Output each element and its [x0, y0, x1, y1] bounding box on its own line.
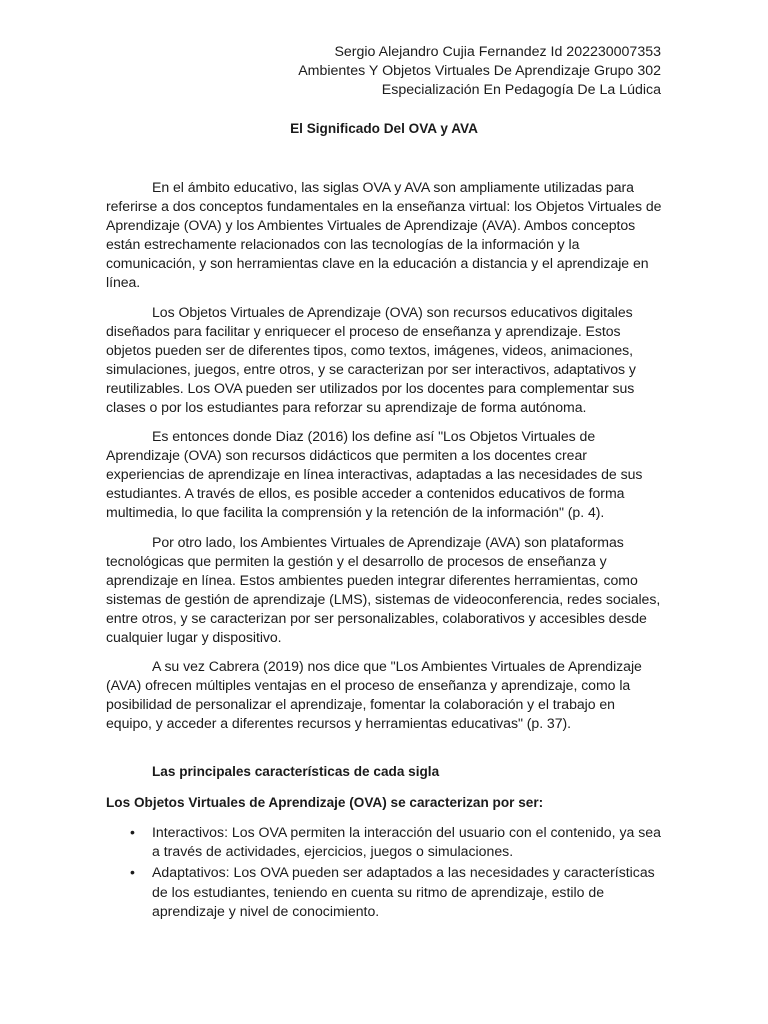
header-course-line: Ambientes Y Objetos Virtuales De Aprendizaje Grupo 302 [298, 63, 661, 79]
characteristics-list [106, 823, 662, 923]
paragraph: Los Objetos Virtuales de Aprendizaje (OVA) son recursos educativos digitales diseñados para facilitar y enriquecer el proceso de enseñanza y aprendizaje. Estos objetos pueden ser de diferentes tipos, como textos, imágenes, videos, animaciones, simulaciones, juegos, entre otros, y se caracterizan por ser interactivos, adaptativos y reutilizables. Los OVA pueden ser utilizados por los docentes para complementar sus clases o por los estudiantes para reforzar su aprendizaje de forma autónoma. [106, 303, 636, 415]
document-title: El Significado Del OVA y AVA [290, 121, 478, 136]
list-item [106, 823, 662, 861]
paragraph: Es entonces donde Diaz (2016) los define así "Los Objetos Virtuales de Aprendizaje (OVA) son recursos didácticos que permiten a los docentes crear experiencias de aprendizaje en línea interactivas, adaptadas a las necesidades de sus estudiantes. A través de ellos, es posible acceder a contenidos educativos de forma multimedia, lo que facilita la comprensión y la retención de la información" (p. 4). [106, 428, 643, 520]
bullet-icon: • [130, 864, 135, 881]
author-header [298, 43, 661, 100]
paragraph: A su vez Cabrera (2019) nos dice que "Los Ambientes Virtuales de Aprendizaje (AVA) ofrecen múltiples ventajas en el proceso de enseñanza y aprendizaje, como la posibilidad de personalizar el aprendizaje, fomentar la colaboración y el trabajo en equipo, y acceder a diferentes recursos y herramientas educativas" (p. 37). [106, 658, 642, 731]
list-item-text: Adaptativos: Los OVA pueden ser adaptados a las necesidades y características de los estudiantes, teniendo en cuenta su ritmo de aprendizaje, estilo de aprendizaje y nivel de conocimiento. [152, 864, 655, 919]
header-program-line: Especialización En Pedagogía De La Lúdica [381, 82, 661, 98]
paragraph: En el ámbito educativo, las siglas OVA y AVA son ampliamente utilizadas para referirse a dos conceptos fundamentales en la enseñanza virtual: los Objetos Virtuales de Aprendizaje (OVA) y los Ambientes Virtuales de Aprendizaje (AVA). Ambos conceptos están estrechamente relacionados con las tecnologías de la información y la comunicación, y son herramientas clave en la educación a distancia y el aprendizaje en línea. [106, 179, 662, 290]
document-body [106, 178, 662, 744]
list-item [106, 863, 662, 921]
paragraph: Por otro lado, los Ambientes Virtuales de Aprendizaje (AVA) son plataformas tecnológicas que permiten la gestión y el desarrollo de procesos de enseñanza y aprendizaje en línea. Estos ambientes pueden integrar diferentes herramientas, como sistemas de gestión de aprendizaje (LMS), sistemas de videoconferencia, redes sociales, entre otros, y se caracterizan por ser personalizables, colaborativos y accesibles desde cualquier lugar y dispositivo. [106, 533, 661, 645]
header-author-line: Sergio Alejandro Cujia Fernandez Id 202230007353 [334, 44, 661, 60]
list-item-text: Interactivos: Los OVA permiten la interacción del usuario con el contenido, ya sea a través de actividades, ejercicios, juegos o simulaciones. [152, 824, 661, 860]
bullet-icon: • [130, 824, 135, 840]
section-subheading: Los Objetos Virtuales de Aprendizaje (OVA) se caracterizan por ser: [106, 795, 544, 810]
section-heading: Las principales características de cada sigla [152, 764, 440, 779]
